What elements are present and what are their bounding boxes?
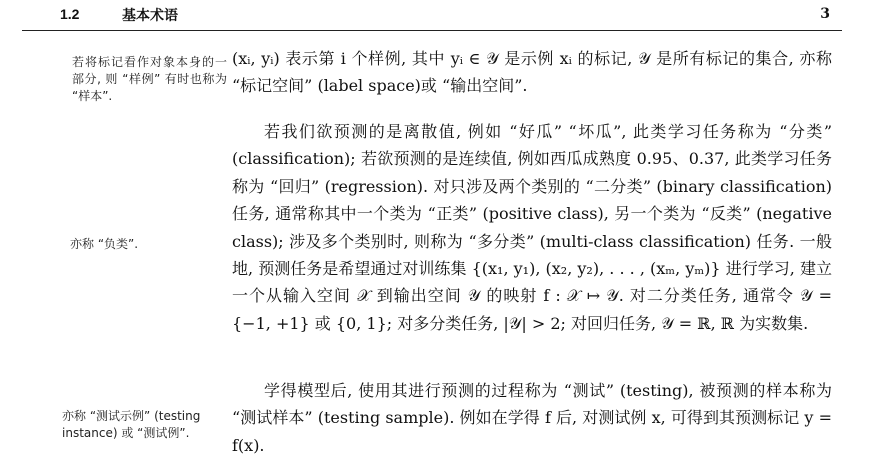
page-header [22,0,842,31]
section-title: 基本术语 [122,7,178,23]
margin-note-sample: 若将标记看作对象本身的一部分, 则 “样例” 有时也称为 “样本”. [72,55,227,103]
paragraph-label-space: (xᵢ, yᵢ) 表示第 i 个样例, 其中 yᵢ ∈ 𝒴 是示例 xᵢ 的标记, 𝒴 是所有标记的集合, 亦称 “标记空间” (label space)或 “输出空间”. [232,49,832,96]
section-number: 1.2 [60,6,80,22]
paragraph-testing: 学得模型后, 使用其进行预测的过程称为 “测试” (testing), 被预测的样本称为 “测试样本” (testing sample). 例如在学得 f 后, 对测试例 x, 可得到其预测标记 y = f(x). [232,381,832,455]
margin-note-negative-class: 亦称 “负类”. [70,237,139,251]
paragraph-classification-regression: 若我们欲预测的是离散值, 例如 “好瓜” “坏瓜”, 此类学习任务称为 “分类” (classification); 若欲预测的是连续值, 例如西瓜成熟度 0.95、0.37, 此类学习任务称为 “回归” (regression). 对只涉及两个类别的 “二分类” (binary classification)任务, 通常称其中一个类为 “正类” (positive class), 另一个类为 “反类” (negative class); 涉及多个类别时, 则称为 “多分类” (multi-class classification) 任务. 一般地, 预测任务是希望通过对训练集 {(x₁, y₁), (x₂, y₂), . . . , (xₘ, yₘ)} 进行学习, 建立一个从输入空间 𝒳 到输出空间 𝒴 的映射 f : 𝒳 ↦ 𝒴. 对二分类任务, 通常令 𝒴 = {−1, +1} 或 {0, 1}; 对多分类任务, |𝒴| > 2; 对回归任务, 𝒴 = ℝ, ℝ 为实数集. [232,122,832,333]
margin-note-testing-instance: 亦称 “测试示例” (testing instance) 或 “测试例”. [62,409,201,440]
page-number: 3 [820,6,830,22]
